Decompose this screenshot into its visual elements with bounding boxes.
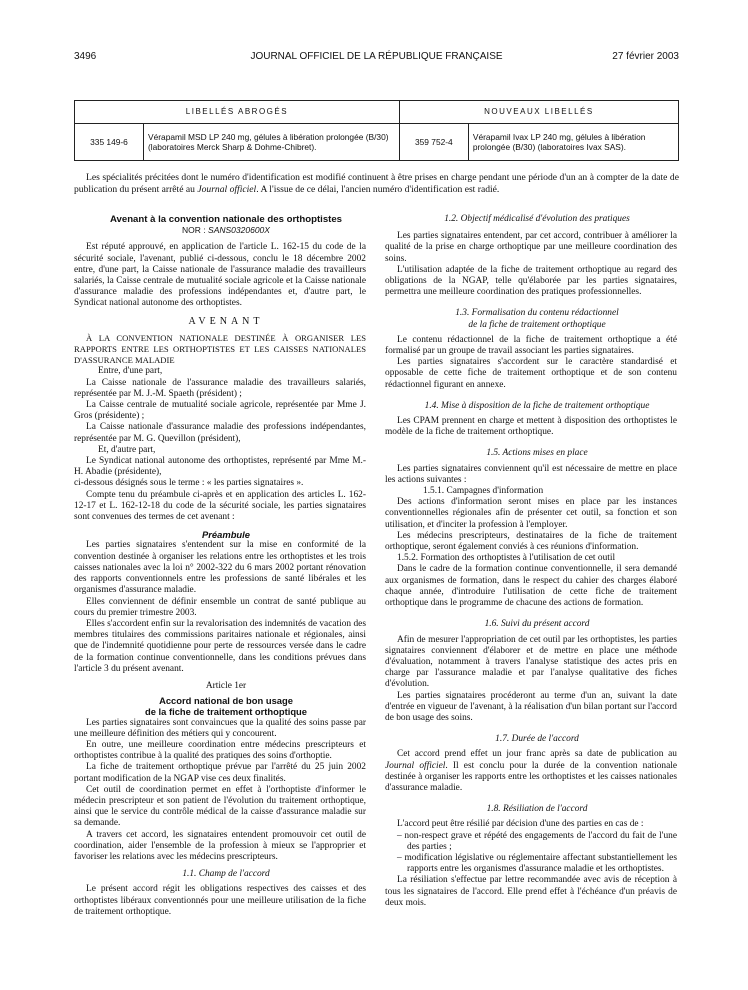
right-column bbox=[385, 206, 677, 909]
section-1-1-heading: 1.1. Champ de l'accord bbox=[182, 869, 270, 880]
article-1-p4: Cet outil de coordination permet en effet à l'orthoptiste d'informer le médecin prescripteur et son patient de l'évolution du traitement orthoptique, ainsi que le service du contrôle médical de la caisse d'assurance maladie sur sa demande. bbox=[74, 784, 366, 829]
party-syndicat: Le Syndicat national autonome des orthoptistes, représenté par Mme M.-H. Abadie (présidente), bbox=[74, 456, 366, 478]
avenant-title: Avenant à la convention nationale des orthoptistes bbox=[109, 214, 343, 225]
section-1-4-heading: 1.4. Mise à disposition de la fiche de traitement orthoptique bbox=[424, 400, 650, 411]
header-old-labels: LIBELLÉS ABROGÉS bbox=[75, 101, 400, 124]
parties-entre: Entre, d'une part, bbox=[98, 366, 163, 377]
section-1-8-text: L'accord peut être résilié par décision d'une des parties en cas de : bbox=[397, 819, 644, 830]
accord-title-2: de la fiche de traitement orthoptique bbox=[145, 706, 307, 718]
parties-designation: ci-dessous désignés sous le terme : « les parties signataires ». bbox=[74, 478, 304, 489]
party-cnamts: La Caisse nationale de l'assurance maladie des travailleurs salariés, représentée par M. J.-M. Spaeth (président) ; bbox=[74, 377, 366, 399]
new-label: Vérapamil Ivax LP 240 mg, gélules à libération prolongée (B/30) (laboratoires Ivax SAS). bbox=[468, 124, 678, 161]
section-1-6-p1: Afin de mesurer l'appropriation de cet outil par les orthoptistes, les parties signataires conviennent d'élaborer et de mettre en place une méthode d'évaluation, notamment à travers l'analyse statistique des actes pris en charge par l'assurance maladie et par l'analyse qualitative des fiches d'évolution. bbox=[385, 634, 677, 690]
issue-date: 27 février 2003 bbox=[612, 51, 679, 62]
section-1-7-text-b: . Il est conclu pour la durée de la convention nationale destinée à organiser les rapports entre les orthoptistes et les caisses nationales d'assurance maladie. bbox=[385, 760, 677, 793]
nor-reference bbox=[74, 225, 366, 236]
preambule-p2: Elles conviennent de définir ensemble un contrat de santé publique au cours du premier trimestre 2003. bbox=[74, 596, 366, 618]
section-1-2-p1: Les parties signataires entendent, par cet accord, contribuer à améliorer la qualité de la prise en charge orthoptique par une meilleure coordination des soins. bbox=[385, 231, 677, 264]
article-1-p2: En outre, une meilleure coordination entre médecins prescripteurs et orthoptistes contribue à la qualité des pratiques des soins d'orthoptie. bbox=[74, 739, 366, 762]
convention-title: À LA CONVENTION NATIONALE DESTINÉE À ORGANISER LES RAPPORTS ENTRE LES ORTHOPTISTES ET LES CAISSES NATIONALES D'ASSURANCE MALADIE bbox=[74, 332, 366, 366]
termination-conditions bbox=[385, 831, 677, 876]
preambule-p1: Les parties signataires s'entendent sur la mise en conformité de la convention destinée à organiser les relations entre les orthoptistes et les trois caisses nationales avec la loi n° 2002-322 du 6 mars 2002 portant rénovation des rapports conventionnels entre les professions de santé libérales et les organismes d'assurance maladie. bbox=[74, 540, 366, 596]
page-header bbox=[74, 51, 679, 65]
section-1-3-heading-2: de la fiche de traitement orthoptique bbox=[468, 319, 606, 330]
preambule-heading: Préambule bbox=[202, 529, 250, 541]
nor-label: NOR : bbox=[182, 225, 209, 236]
section-1-5-1-p1: Des actions d'information seront mises en place par les instances conventionnelles régionales afin de présenter cet outil, sa fonction et son utilisation, et d'inciter la profession à l'employer. bbox=[385, 497, 677, 530]
avenant-heading: AVENANT bbox=[188, 315, 264, 327]
labels-table bbox=[74, 100, 679, 161]
section-1-5-1-heading: 1.5.1. Campagnes d'information bbox=[423, 486, 544, 497]
section-1-3-heading-1: 1.3. Formalisation du contenu rédactionnel bbox=[455, 308, 619, 319]
section-1-6-heading: 1.6. Suivi du présent accord bbox=[484, 619, 590, 630]
section-1-5-heading: 1.5. Actions mises en place bbox=[486, 448, 588, 459]
note-journal-ref: Journal officiel bbox=[197, 183, 257, 195]
section-1-3-p2: Les parties signataires s'accordent sur le caractère standardisé et opposable de cette fiche de traitement orthoptique et de son contenu rédactionnel figurant en annexe. bbox=[385, 357, 677, 390]
old-label: Vérapamil MSD LP 240 mg, gélules à libération prolongée (B/30) (laboratoires Merck Sharp & Dohme-Chibret). bbox=[144, 124, 400, 161]
left-column bbox=[74, 206, 366, 918]
section-1-7-text bbox=[385, 749, 677, 794]
section-1-7-text-a: Cet accord prend effet un jour franc après sa date de publication au bbox=[397, 749, 677, 760]
accord-title-1: Accord national de bon usage bbox=[159, 695, 293, 707]
page-number: 3496 bbox=[74, 51, 97, 62]
section-1-8-heading: 1.8. Résiliation de l'accord bbox=[486, 804, 588, 815]
identification-note bbox=[74, 172, 679, 195]
section-1-7-journal-ref: Journal officiel bbox=[385, 760, 446, 771]
note-text-2: . A l'issue de ce délai, l'ancien numéro d'identification est radié. bbox=[256, 183, 500, 195]
section-1-7-heading: 1.7. Durée de l'accord bbox=[495, 734, 579, 745]
section-1-5-2-heading: 1.5.2. Formation des orthoptistes à l'utilisation de cet outil bbox=[397, 553, 616, 564]
table-row bbox=[75, 124, 679, 161]
section-1-2-p2: L'utilisation adaptée de la fiche de traitement orthoptique au regard des obligations de la NGAP, telle qu'élaborée par les parties signataires, permettra une meilleure coordination des pratiques professionnelles. bbox=[385, 264, 677, 298]
list-item: – non-respect grave et répété des engagements de l'accord du fait de l'une des parties ; bbox=[397, 830, 677, 852]
section-1-5-text: Les parties signataires conviennent qu'il est nécessaire de mettre en place les actions suivantes : bbox=[385, 463, 677, 485]
nor-value: SANS0320600X bbox=[208, 225, 270, 236]
article-1-p5: A travers cet accord, les signataires entendent promouvoir cet outil de coordination, aider l'ensemble de la profession à mieux se l'approprier et favoriser les relations avec les médecins prescripteurs. bbox=[74, 829, 366, 862]
old-code: 335 149-6 bbox=[75, 124, 144, 161]
header-new-labels: NOUVEAUX LIBELLÉS bbox=[399, 101, 678, 124]
party-canam: La Caisse nationale d'assurance maladie des professions indépendantes, représentée par M. G. Quevillon (président), bbox=[74, 422, 366, 444]
list-item: – modification législative ou réglementaire affectant substantiellement les rapports entre les organismes d'assurance maladie et les orthoptistes. bbox=[397, 852, 677, 875]
section-1-4-text: Les CPAM prennent en charge et mettent à disposition des orthoptistes le modèle de la fiche de traitement orthoptique. bbox=[385, 416, 677, 438]
article-1-p3: La fiche de traitement orthoptique prévue par l'arrêté du 25 juin 2002 portant modification de la NGAP vise ces deux finalités. bbox=[74, 762, 366, 784]
parties-et: Et, d'autre part, bbox=[98, 444, 156, 455]
section-1-1-text: Le présent accord régit les obligations respectives des caisses et des orthoptistes libéraux conventionnés pour une meilleure utilisation de la fiche de traitement orthoptique. bbox=[74, 884, 366, 917]
article-1-heading: Article 1er bbox=[205, 680, 247, 691]
section-1-8-p2: La résiliation s'effectue par lettre recommandée avec avis de réception à tous les signataires de l'accord. Elle prend effet à l'échéance d'un préavis de deux mois. bbox=[385, 875, 677, 908]
section-1-5-2-text: Dans le cadre de la formation continue conventionnelle, il sera demandé aux organismes de formation, dans le respect du cahier des charges élaboré chaque année, d'introduire l'utilisation de cette fiche de traitement orthoptique dans le programme de chacune des actions de formation. bbox=[385, 564, 677, 609]
preambule-p3: Elles s'accordent enfin sur la revalorisation des indemnités de vacation des membres titulaires des commissions paritaires nationale et régionales, ainsi que de l'indemnité quotidienne pour perte de ressources versée dans le cadre de la formation continue conventionnelle, dans les conditions prévues dans l'article 3 du présent avenant. bbox=[74, 618, 366, 674]
section-1-6-p2: Les parties signataires procéderont au terme d'un an, suivant la date d'entrée en vigueur de l'avenant, à la réalisation d'un bilan portant sur l'accord de bon usage des soins. bbox=[385, 690, 677, 723]
section-1-2-heading: 1.2. Objectif médicalisé d'évolution des pratiques bbox=[444, 214, 630, 224]
journal-title: JOURNAL OFFICIEL DE LA RÉPUBLIQUE FRANÇAISE bbox=[250, 51, 503, 62]
note-text-1: Les spécialités précitées dont le numéro d'identification est modifié continuent à être prises en charge pendant une période d'un an à compter de la date de publication du présent arrêté au bbox=[74, 172, 679, 195]
new-code: 359 752-4 bbox=[399, 124, 468, 161]
section-1-3-p1: Le contenu rédactionnel de la fiche de traitement orthoptique a été formalisé par un groupe de travail associant les parties signataires. bbox=[385, 334, 677, 357]
article-1-p1: Les parties signataires sont convaincues que la qualité des soins passe par une meilleure définition des métiers qui y concourent. bbox=[74, 717, 366, 739]
labels-table-header bbox=[75, 101, 679, 124]
preamble-reference: Compte tenu du préambule ci-après et en application des articles L. 162-12-17 et L. 162-12-18 du code de la sécurité sociale, les parties signataires sont convenues des termes de cet avenant : bbox=[74, 489, 366, 523]
party-ccmsa: La Caisse centrale de mutualité sociale agricole, représentée par Mme J. Gros (présidente) ; bbox=[74, 400, 366, 422]
section-1-5-1-p2: Les médecins prescripteurs, destinataires de la fiche de traitement orthoptique, seront également conviés à ces réunions d'information. bbox=[385, 530, 677, 553]
intro-paragraph: Est réputé approuvé, en application de l'article L. 162-15 du code de la sécurité sociale, l'avenant, publié ci-dessous, conclu le 18 décembre 2002 entre, d'une part, la Caisse nationale de l'assurance maladie des travailleurs salariés, la Caisse centrale de mutualité sociale agricole et la Caisse nationale d'assurance maladie des professions indépendantes et, d'autre part, le Syndicat national autonome des orthoptistes. bbox=[74, 242, 366, 309]
